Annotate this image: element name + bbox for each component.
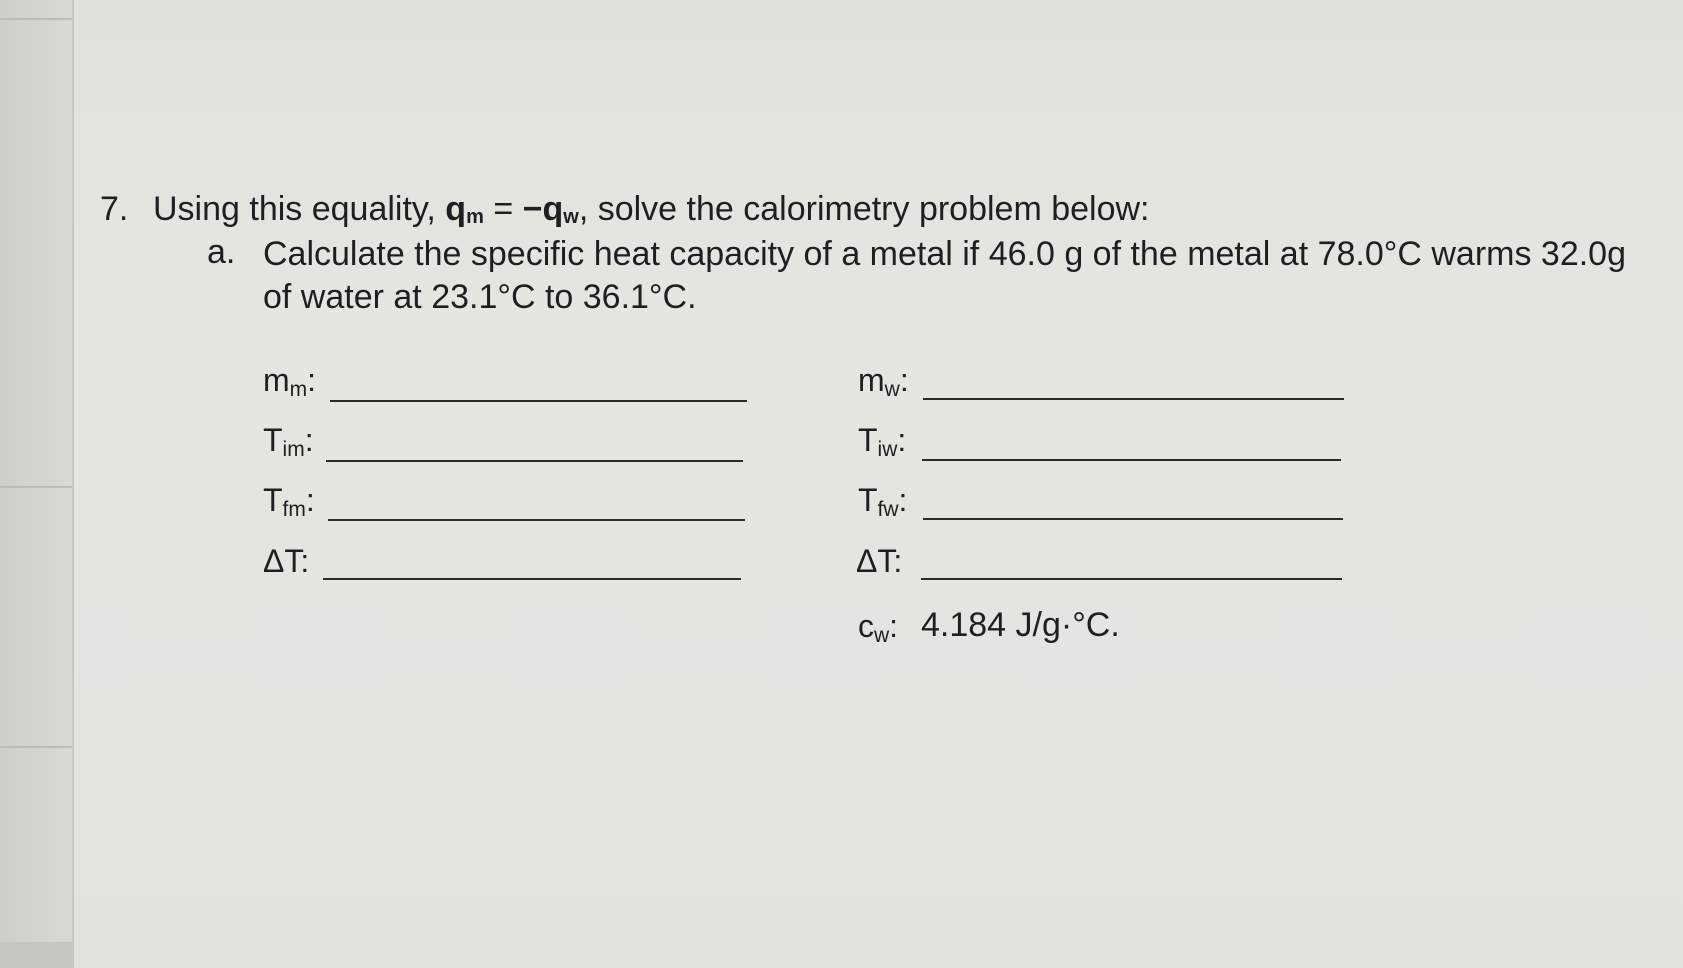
part-a-letter: a. (207, 233, 236, 271)
initial-temp-metal-label: $T_{im}$: (263, 422, 314, 461)
delta-t-metal-label: ΔT: (263, 543, 310, 579)
initial-temp-metal-blank[interactable] (326, 460, 743, 462)
question-intro: Using this equality, (153, 190, 436, 228)
delta-t-water-blank[interactable] (921, 578, 1342, 580)
strip-divider (0, 486, 72, 488)
question-text (153, 190, 1150, 229)
specific-heat-water-label: $c_w$: (858, 608, 899, 647)
final-temp-water-blank[interactable] (923, 518, 1343, 520)
final-temp-water-label: $T_{fw}$: (858, 482, 908, 521)
question-rest: , solve the calorimetry problem below: (578, 190, 1150, 228)
equals-sign: = (493, 190, 514, 228)
mass-water-label: $m_w$: (858, 362, 909, 401)
specific-heat-water-value: 4.184 J/g·°C. (921, 606, 1120, 644)
left-page-strip (0, 0, 74, 968)
strip-divider (0, 746, 72, 748)
delta-t-metal-blank[interactable] (323, 578, 741, 580)
mass-metal-label: $m_m$: (263, 362, 317, 401)
mass-metal-blank[interactable] (330, 400, 747, 402)
question-number: 7. (100, 190, 129, 228)
part-a-text: Calculate the specific heat capacity of a metal if 46.0 g of the metal at 78.0°C warms 32.0g of water at 23.1°C to 36.1°C. (263, 235, 1626, 316)
delta-t-water-label: ΔT: (856, 543, 903, 579)
q-water-symbol: −qw (522, 190, 579, 228)
initial-temp-water-blank[interactable] (922, 459, 1341, 461)
strip-divider (0, 18, 72, 20)
q-metal-symbol: qm (445, 190, 484, 228)
final-temp-metal-label: $T_{fm}$: (263, 482, 315, 521)
initial-temp-water-label: $T_{iw}$: (858, 422, 907, 461)
strip-block (0, 942, 72, 968)
mass-water-blank[interactable] (923, 398, 1344, 400)
final-temp-metal-blank[interactable] (328, 519, 745, 521)
